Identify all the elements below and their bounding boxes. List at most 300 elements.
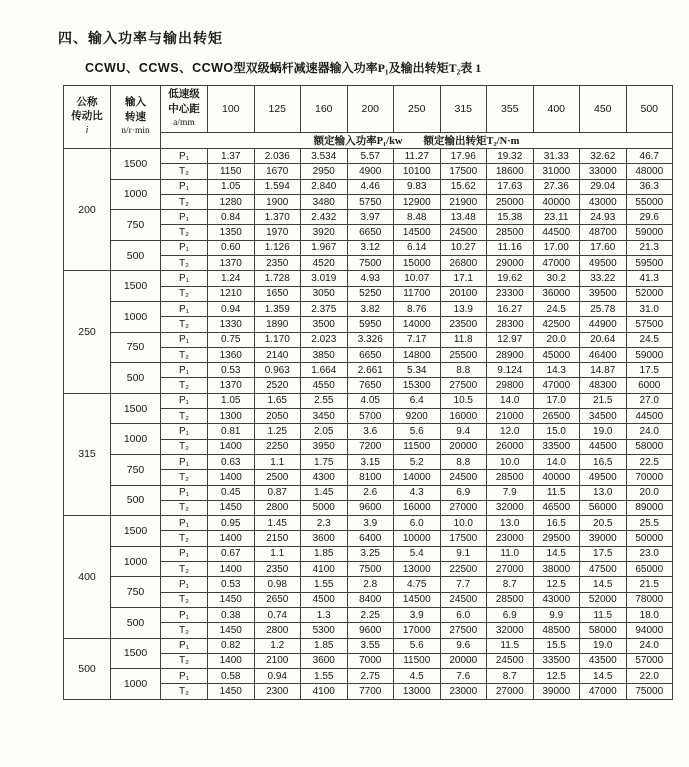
value-cell: 49500 bbox=[580, 256, 627, 271]
value-cell: 7.7 bbox=[440, 577, 487, 592]
row-label-cell: T₂ bbox=[161, 653, 208, 668]
value-cell: 13000 bbox=[394, 562, 441, 577]
value-cell: 16.5 bbox=[580, 454, 627, 469]
value-cell: 1.664 bbox=[301, 363, 348, 378]
power-torque-table bbox=[63, 85, 673, 700]
value-cell: 1400 bbox=[208, 562, 255, 577]
ratio-cell: 400 bbox=[64, 516, 111, 638]
value-cell: 4550 bbox=[301, 378, 348, 393]
ratio-cell: 500 bbox=[64, 638, 111, 699]
header-center-distance-value: 200 bbox=[347, 86, 394, 133]
value-cell: 3.15 bbox=[347, 454, 394, 469]
value-cell: 1.1 bbox=[254, 454, 301, 469]
value-cell: 1.65 bbox=[254, 393, 301, 408]
header-center-distance-value: 400 bbox=[533, 86, 580, 133]
value-cell: 22.0 bbox=[626, 669, 673, 684]
value-cell: 27.0 bbox=[626, 393, 673, 408]
value-cell: 26000 bbox=[487, 439, 534, 454]
value-cell: 3.9 bbox=[394, 607, 441, 622]
value-cell: 17.00 bbox=[533, 240, 580, 255]
header-center-distance-value: 100 bbox=[208, 86, 255, 133]
row-label-cell: P₁ bbox=[161, 393, 208, 408]
value-cell: 14500 bbox=[394, 225, 441, 240]
page-title: 四、输入功率与输出转矩 bbox=[58, 30, 223, 46]
value-cell: 0.60 bbox=[208, 240, 255, 255]
rpm-cell: 1500 bbox=[111, 149, 161, 180]
value-cell: 8.76 bbox=[394, 301, 441, 316]
value-cell: 28300 bbox=[487, 317, 534, 332]
value-cell: 8400 bbox=[347, 592, 394, 607]
value-cell: 1350 bbox=[208, 225, 255, 240]
value-cell: 24.5 bbox=[533, 301, 580, 316]
rpm-cell: 1000 bbox=[111, 301, 161, 332]
value-cell: 14.87 bbox=[580, 363, 627, 378]
value-cell: 14.5 bbox=[580, 669, 627, 684]
table-row bbox=[64, 210, 673, 225]
value-cell: 14800 bbox=[394, 347, 441, 362]
value-cell: 8.8 bbox=[440, 454, 487, 469]
value-cell: 1.05 bbox=[208, 179, 255, 194]
value-cell: 19.0 bbox=[580, 638, 627, 653]
row-label-cell: P₁ bbox=[161, 454, 208, 469]
value-cell: 21.5 bbox=[626, 577, 673, 592]
rpm-cell: 500 bbox=[111, 240, 161, 271]
value-cell: 7000 bbox=[347, 653, 394, 668]
value-cell: 1370 bbox=[208, 378, 255, 393]
header-center-distance-value: 125 bbox=[254, 86, 301, 133]
value-cell: 2140 bbox=[254, 347, 301, 362]
value-cell: 48300 bbox=[580, 378, 627, 393]
value-cell: 12.97 bbox=[487, 332, 534, 347]
value-cell: 1.2 bbox=[254, 638, 301, 653]
ratio-cell: 200 bbox=[64, 149, 111, 271]
value-cell: 1900 bbox=[254, 194, 301, 209]
value-cell: 31.33 bbox=[533, 149, 580, 164]
value-cell: 14.3 bbox=[533, 363, 580, 378]
value-cell: 8.7 bbox=[487, 577, 534, 592]
value-cell: 3.82 bbox=[347, 301, 394, 316]
value-cell: 7650 bbox=[347, 378, 394, 393]
value-cell: 16.27 bbox=[487, 301, 534, 316]
value-cell: 44900 bbox=[580, 317, 627, 332]
value-cell: 32000 bbox=[487, 623, 534, 638]
value-cell: 4.5 bbox=[394, 669, 441, 684]
value-cell: 17.1 bbox=[440, 271, 487, 286]
value-cell: 1370 bbox=[208, 256, 255, 271]
value-cell: 1360 bbox=[208, 347, 255, 362]
header-row-top bbox=[64, 86, 673, 133]
value-cell: 5.57 bbox=[347, 149, 394, 164]
value-cell: 40000 bbox=[533, 194, 580, 209]
value-cell: 8.48 bbox=[394, 210, 441, 225]
value-cell: 24.0 bbox=[626, 424, 673, 439]
value-cell: 94000 bbox=[626, 623, 673, 638]
value-cell: 5950 bbox=[347, 317, 394, 332]
value-cell: 5.2 bbox=[394, 454, 441, 469]
value-cell: 2500 bbox=[254, 470, 301, 485]
value-cell: 21900 bbox=[440, 194, 487, 209]
value-cell: 36.3 bbox=[626, 179, 673, 194]
value-cell: 1.728 bbox=[254, 271, 301, 286]
value-cell: 2520 bbox=[254, 378, 301, 393]
value-cell: 23000 bbox=[487, 531, 534, 546]
value-cell: 3.97 bbox=[347, 210, 394, 225]
value-cell: 12.5 bbox=[533, 669, 580, 684]
value-cell: 2300 bbox=[254, 684, 301, 699]
value-cell: 0.45 bbox=[208, 485, 255, 500]
row-label-cell: P₁ bbox=[161, 638, 208, 653]
row-label-cell: T₂ bbox=[161, 592, 208, 607]
value-cell: 21.3 bbox=[626, 240, 673, 255]
value-cell: 9.4 bbox=[440, 424, 487, 439]
value-cell: 47000 bbox=[533, 378, 580, 393]
value-cell: 1.75 bbox=[301, 454, 348, 469]
table-row bbox=[64, 149, 673, 164]
value-cell: 20100 bbox=[440, 286, 487, 301]
value-cell: 1400 bbox=[208, 439, 255, 454]
table-row bbox=[64, 393, 673, 408]
value-cell: 20.0 bbox=[533, 332, 580, 347]
value-cell: 8.7 bbox=[487, 669, 534, 684]
value-cell: 44500 bbox=[580, 439, 627, 454]
row-label-cell: P₁ bbox=[161, 546, 208, 561]
value-cell: 3600 bbox=[301, 531, 348, 546]
value-cell: 7200 bbox=[347, 439, 394, 454]
value-cell: 1.25 bbox=[254, 424, 301, 439]
value-cell: 4500 bbox=[301, 592, 348, 607]
value-cell: 25000 bbox=[487, 194, 534, 209]
rpm-cell: 1500 bbox=[111, 638, 161, 669]
header-center-distance-value: 250 bbox=[394, 86, 441, 133]
value-cell: 24500 bbox=[440, 470, 487, 485]
value-cell: 1.85 bbox=[301, 546, 348, 561]
value-cell: 13000 bbox=[394, 684, 441, 699]
value-cell: 6.0 bbox=[440, 607, 487, 622]
table-row bbox=[64, 638, 673, 653]
ratio-cell: 315 bbox=[64, 393, 111, 515]
value-cell: 46500 bbox=[533, 500, 580, 515]
ratio-cell: 250 bbox=[64, 271, 111, 393]
value-cell: 1.170 bbox=[254, 332, 301, 347]
row-label-cell: P₁ bbox=[161, 516, 208, 531]
rpm-cell: 500 bbox=[111, 363, 161, 394]
row-label-cell: T₂ bbox=[161, 164, 208, 179]
value-cell: 5000 bbox=[301, 500, 348, 515]
value-cell: 9600 bbox=[347, 500, 394, 515]
value-cell: 1.55 bbox=[301, 669, 348, 684]
value-cell: 9600 bbox=[347, 623, 394, 638]
value-cell: 10.0 bbox=[440, 516, 487, 531]
table-row bbox=[64, 669, 673, 684]
value-cell: 27000 bbox=[440, 500, 487, 515]
value-cell: 1300 bbox=[208, 409, 255, 424]
value-cell: 58000 bbox=[580, 623, 627, 638]
value-cell: 17.5 bbox=[580, 546, 627, 561]
value-cell: 32.62 bbox=[580, 149, 627, 164]
value-cell: 5.6 bbox=[394, 638, 441, 653]
header-center-distance-label: 低速级 中心距 a/mm bbox=[161, 86, 208, 133]
header-center-distance-value: 355 bbox=[487, 86, 534, 133]
value-cell: 39500 bbox=[580, 286, 627, 301]
value-cell: 27500 bbox=[440, 623, 487, 638]
value-cell: 16000 bbox=[394, 500, 441, 515]
row-label-cell: T₂ bbox=[161, 225, 208, 240]
value-cell: 1.3 bbox=[301, 607, 348, 622]
value-cell: 24500 bbox=[440, 225, 487, 240]
value-cell: 0.74 bbox=[254, 607, 301, 622]
value-cell: 10.0 bbox=[487, 454, 534, 469]
value-cell: 9.1 bbox=[440, 546, 487, 561]
value-cell: 6.4 bbox=[394, 393, 441, 408]
value-cell: 21.5 bbox=[580, 393, 627, 408]
table-caption bbox=[85, 58, 481, 76]
rpm-cell: 1000 bbox=[111, 546, 161, 577]
value-cell: 89000 bbox=[626, 500, 673, 515]
value-cell: 11.16 bbox=[487, 240, 534, 255]
value-cell: 1330 bbox=[208, 317, 255, 332]
value-cell: 2.8 bbox=[347, 577, 394, 592]
value-cell: 1.45 bbox=[254, 516, 301, 531]
value-cell: 14.0 bbox=[487, 393, 534, 408]
value-cell: 39000 bbox=[580, 531, 627, 546]
value-cell: 1450 bbox=[208, 592, 255, 607]
caption-model-codes: CCWU、CCWS、CCWO bbox=[85, 61, 234, 75]
value-cell: 75000 bbox=[626, 684, 673, 699]
row-label-cell: T₂ bbox=[161, 623, 208, 638]
value-cell: 9.6 bbox=[440, 638, 487, 653]
header-center-distance-value: 160 bbox=[301, 86, 348, 133]
row-label-cell: T₂ bbox=[161, 562, 208, 577]
table-row bbox=[64, 485, 673, 500]
rpm-cell: 750 bbox=[111, 454, 161, 485]
value-cell: 0.95 bbox=[208, 516, 255, 531]
value-cell: 14000 bbox=[394, 470, 441, 485]
caption-description: 型双级蜗杆减速器输入功率P₁及输出转矩T₂ bbox=[233, 61, 461, 75]
rpm-cell: 500 bbox=[111, 607, 161, 638]
row-label-cell: T₂ bbox=[161, 439, 208, 454]
value-cell: 52000 bbox=[580, 592, 627, 607]
value-cell: 12.0 bbox=[487, 424, 534, 439]
table-row bbox=[64, 363, 673, 378]
value-cell: 7.9 bbox=[487, 485, 534, 500]
value-cell: 13.0 bbox=[580, 485, 627, 500]
value-cell: 0.82 bbox=[208, 638, 255, 653]
value-cell: 29.04 bbox=[580, 179, 627, 194]
value-cell: 2.840 bbox=[301, 179, 348, 194]
value-cell: 24500 bbox=[487, 653, 534, 668]
value-cell: 36000 bbox=[533, 286, 580, 301]
value-cell: 38000 bbox=[533, 562, 580, 577]
table-row bbox=[64, 454, 673, 469]
value-cell: 9.124 bbox=[487, 363, 534, 378]
value-cell: 2.432 bbox=[301, 210, 348, 225]
value-cell: 3.55 bbox=[347, 638, 394, 653]
value-cell: 19.62 bbox=[487, 271, 534, 286]
value-cell: 5300 bbox=[301, 623, 348, 638]
value-cell: 27500 bbox=[440, 378, 487, 393]
value-cell: 7.17 bbox=[394, 332, 441, 347]
value-cell: 33.22 bbox=[580, 271, 627, 286]
value-cell: 15000 bbox=[394, 256, 441, 271]
value-cell: 1.1 bbox=[254, 546, 301, 561]
value-cell: 1280 bbox=[208, 194, 255, 209]
value-cell: 2250 bbox=[254, 439, 301, 454]
row-label-cell: T₂ bbox=[161, 531, 208, 546]
value-cell: 0.94 bbox=[254, 669, 301, 684]
value-cell: 11700 bbox=[394, 286, 441, 301]
rpm-cell: 500 bbox=[111, 485, 161, 516]
value-cell: 11.8 bbox=[440, 332, 487, 347]
value-cell: 17500 bbox=[440, 164, 487, 179]
value-cell: 4900 bbox=[347, 164, 394, 179]
value-cell: 3.019 bbox=[301, 271, 348, 286]
value-cell: 15300 bbox=[394, 378, 441, 393]
value-cell: 2.036 bbox=[254, 149, 301, 164]
value-cell: 17.63 bbox=[487, 179, 534, 194]
value-cell: 6.9 bbox=[440, 485, 487, 500]
value-cell: 19.32 bbox=[487, 149, 534, 164]
rpm-cell: 1500 bbox=[111, 393, 161, 424]
value-cell: 14000 bbox=[394, 317, 441, 332]
value-cell: 23.11 bbox=[533, 210, 580, 225]
value-cell: 2.3 bbox=[301, 516, 348, 531]
value-cell: 7.6 bbox=[440, 669, 487, 684]
header-nominal-ratio: 公称 传动比 i bbox=[64, 86, 111, 149]
value-cell: 1.55 bbox=[301, 577, 348, 592]
row-label-cell: P₁ bbox=[161, 607, 208, 622]
value-cell: 17.60 bbox=[580, 240, 627, 255]
value-cell: 4.46 bbox=[347, 179, 394, 194]
value-cell: 45000 bbox=[533, 347, 580, 362]
value-cell: 28500 bbox=[487, 592, 534, 607]
value-cell: 3450 bbox=[301, 409, 348, 424]
value-cell: 2950 bbox=[301, 164, 348, 179]
rpm-cell: 1000 bbox=[111, 669, 161, 700]
value-cell: 5.34 bbox=[394, 363, 441, 378]
value-cell: 1400 bbox=[208, 531, 255, 546]
value-cell: 20000 bbox=[440, 439, 487, 454]
table-row bbox=[64, 240, 673, 255]
value-cell: 11.0 bbox=[487, 546, 534, 561]
value-cell: 55000 bbox=[626, 194, 673, 209]
value-cell: 11.5 bbox=[533, 485, 580, 500]
value-cell: 26800 bbox=[440, 256, 487, 271]
row-label-cell: T₂ bbox=[161, 500, 208, 515]
value-cell: 28500 bbox=[487, 225, 534, 240]
value-cell: 1450 bbox=[208, 500, 255, 515]
value-cell: 33500 bbox=[533, 439, 580, 454]
rpm-cell: 750 bbox=[111, 332, 161, 363]
value-cell: 2.661 bbox=[347, 363, 394, 378]
value-cell: 47000 bbox=[533, 256, 580, 271]
row-label-cell: T₂ bbox=[161, 470, 208, 485]
row-label-cell: T₂ bbox=[161, 684, 208, 699]
value-cell: 15.5 bbox=[533, 638, 580, 653]
value-cell: 5700 bbox=[347, 409, 394, 424]
value-cell: 1890 bbox=[254, 317, 301, 332]
value-cell: 1.85 bbox=[301, 638, 348, 653]
header-rated-label: 额定输入功率P₁/kw 额定输出转矩T₂/N·m bbox=[161, 133, 673, 149]
table-row bbox=[64, 424, 673, 439]
value-cell: 20.64 bbox=[580, 332, 627, 347]
row-label-cell: P₁ bbox=[161, 332, 208, 347]
value-cell: 16000 bbox=[440, 409, 487, 424]
value-cell: 7500 bbox=[347, 562, 394, 577]
value-cell: 13.9 bbox=[440, 301, 487, 316]
value-cell: 1400 bbox=[208, 653, 255, 668]
value-cell: 17.0 bbox=[533, 393, 580, 408]
value-cell: 24.0 bbox=[626, 638, 673, 653]
row-label-cell: P₁ bbox=[161, 179, 208, 194]
value-cell: 1.967 bbox=[301, 240, 348, 255]
value-cell: 22.5 bbox=[626, 454, 673, 469]
value-cell: 4.05 bbox=[347, 393, 394, 408]
value-cell: 2.375 bbox=[301, 301, 348, 316]
value-cell: 2150 bbox=[254, 531, 301, 546]
value-cell: 4.3 bbox=[394, 485, 441, 500]
value-cell: 23300 bbox=[487, 286, 534, 301]
value-cell: 19.0 bbox=[580, 424, 627, 439]
value-cell: 48700 bbox=[580, 225, 627, 240]
value-cell: 2350 bbox=[254, 562, 301, 577]
value-cell: 3920 bbox=[301, 225, 348, 240]
header-input-speed: 输入 转速 n/r·min bbox=[111, 86, 161, 149]
value-cell: 23.0 bbox=[626, 546, 673, 561]
table-row bbox=[64, 577, 673, 592]
value-cell: 4520 bbox=[301, 256, 348, 271]
value-cell: 1970 bbox=[254, 225, 301, 240]
value-cell: 13.0 bbox=[487, 516, 534, 531]
value-cell: 15.62 bbox=[440, 179, 487, 194]
row-label-cell: T₂ bbox=[161, 256, 208, 271]
value-cell: 46400 bbox=[580, 347, 627, 362]
header-center-distance-value: 500 bbox=[626, 86, 673, 133]
value-cell: 14500 bbox=[394, 592, 441, 607]
value-cell: 28500 bbox=[487, 470, 534, 485]
value-cell: 0.38 bbox=[208, 607, 255, 622]
value-cell: 17000 bbox=[394, 623, 441, 638]
table-row bbox=[64, 301, 673, 316]
value-cell: 3.326 bbox=[347, 332, 394, 347]
value-cell: 3050 bbox=[301, 286, 348, 301]
value-cell: 1.126 bbox=[254, 240, 301, 255]
value-cell: 59500 bbox=[626, 256, 673, 271]
value-cell: 49500 bbox=[580, 470, 627, 485]
value-cell: 59000 bbox=[626, 225, 673, 240]
value-cell: 28900 bbox=[487, 347, 534, 362]
row-label-cell: T₂ bbox=[161, 194, 208, 209]
table-row bbox=[64, 332, 673, 347]
value-cell: 27000 bbox=[487, 562, 534, 577]
value-cell: 6.14 bbox=[394, 240, 441, 255]
value-cell: 25.5 bbox=[626, 516, 673, 531]
value-cell: 50000 bbox=[626, 531, 673, 546]
value-cell: 3600 bbox=[301, 653, 348, 668]
value-cell: 0.53 bbox=[208, 577, 255, 592]
value-cell: 41.3 bbox=[626, 271, 673, 286]
value-cell: 14.0 bbox=[533, 454, 580, 469]
value-cell: 3.534 bbox=[301, 149, 348, 164]
value-cell: 7500 bbox=[347, 256, 394, 271]
value-cell: 56000 bbox=[580, 500, 627, 515]
value-cell: 70000 bbox=[626, 470, 673, 485]
header-center-distance-value: 450 bbox=[580, 86, 627, 133]
value-cell: 10.27 bbox=[440, 240, 487, 255]
value-cell: 23000 bbox=[440, 684, 487, 699]
value-cell: 30.2 bbox=[533, 271, 580, 286]
value-cell: 3.25 bbox=[347, 546, 394, 561]
value-cell: 2800 bbox=[254, 500, 301, 515]
